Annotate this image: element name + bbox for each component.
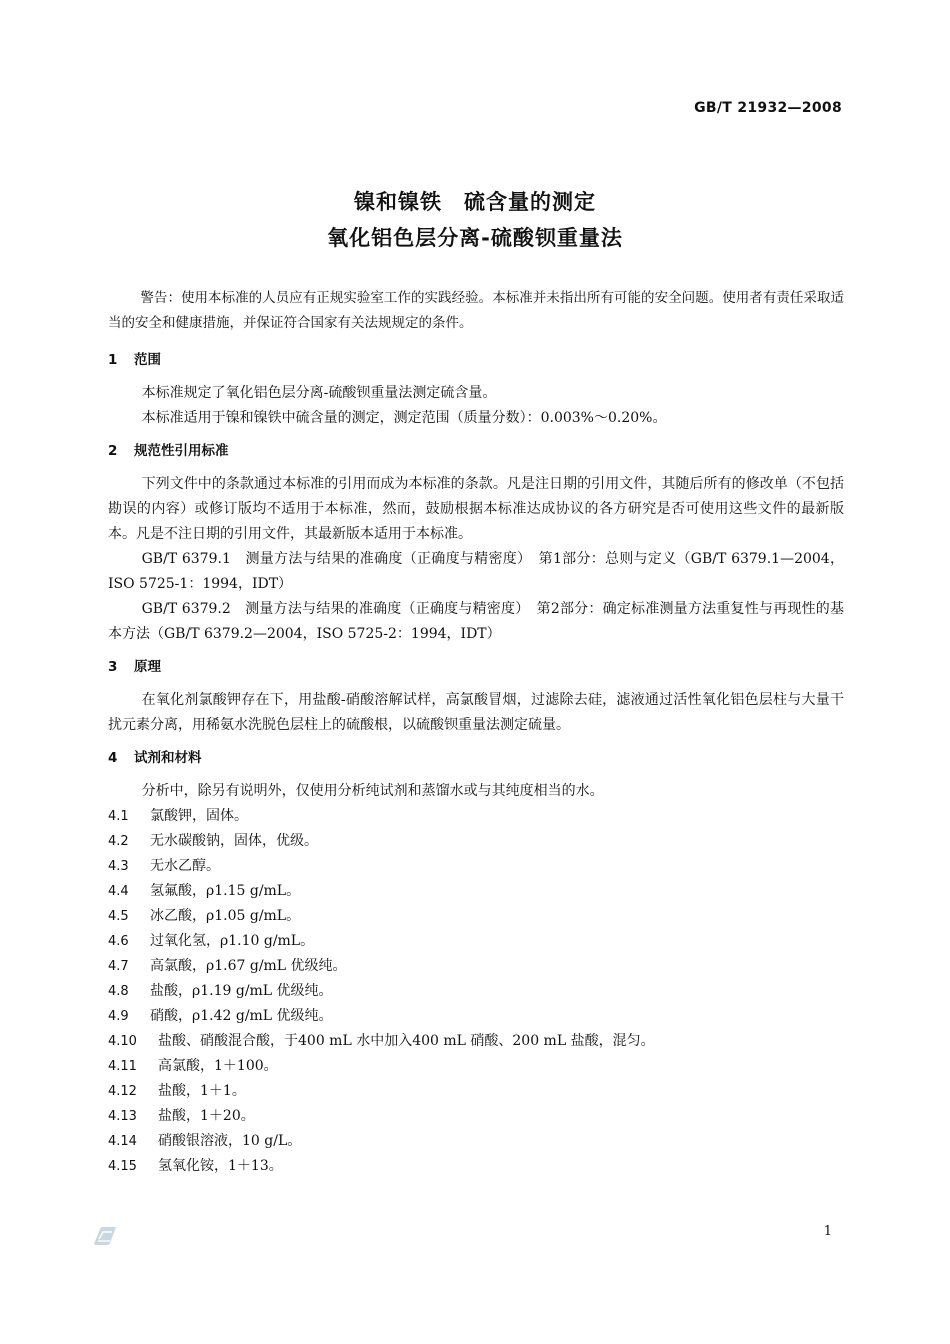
item-number: 4.14 <box>108 1134 137 1149</box>
item-text: 盐酸，1＋1。 <box>158 1083 246 1099</box>
section-2-paragraph-1: 下列文件中的条款通过本标准的引用而成为本标准的条款。凡是注日期的引用文件，其随后所有的修改单（不包括勘误的内容）或修订版均不适用于本标准，然而，鼓励根据本标准达成协议的各方研究是否可使用这些文件的最新版本。凡是不注日期的引用文件，其最新版本适用于本标准。 <box>108 476 844 542</box>
list-item <box>108 1054 844 1079</box>
section-4-intro: 分析中，除另有说明外，仅使用分析纯试剂和蒸馏水或与其纯度相当的水。 <box>141 783 604 799</box>
reference-gbt-6379-1: GB/T 6379.1 测量方法与结果的准确度（正确度与精密度） 第1部分：总则与定义（GB/T 6379.1—2004，ISO 5725-1：1994，IDT） <box>108 551 844 592</box>
list-item <box>108 1129 844 1154</box>
document-title-line2: 氧化铝色层分离-硫酸钡重量法 <box>327 226 623 250</box>
item-number: 4.8 <box>108 984 129 999</box>
item-text: 高氯酸，1＋100。 <box>158 1058 278 1074</box>
section-3-paragraph-1: 在氧化剂氯酸钾存在下，用盐酸-硝酸溶解试样，高氯酸冒烟，过滤除去硅，滤液通过活性氧化铝色层柱与大量干扰元素分离，用稀氨水洗脱色层柱上的硫酸根，以硫酸钡重量法测定硫量。 <box>108 692 844 733</box>
reference-gbt-6379-2: GB/T 6379.2 测量方法与结果的准确度（正确度与精密度） 第2部分：确定标准测量方法重复性与再现性的基本方法（GB/T 6379.2—2004，ISO 5725-2：1994，IDT） <box>108 601 844 642</box>
document-title-line1: 镍和镍铁 硫含量的测定 <box>354 190 596 214</box>
item-number: 4.9 <box>108 1009 129 1024</box>
list-item <box>108 1029 844 1054</box>
item-text: 盐酸，1＋20。 <box>158 1108 255 1124</box>
item-text: 硝酸银溶液，10 g/L。 <box>158 1133 302 1149</box>
section-2-heading <box>108 439 844 464</box>
item-text: 盐酸、硝酸混合酸，于400 mL 水中加入400 mL 硝酸、200 mL 盐酸，混匀。 <box>158 1033 655 1049</box>
item-number: 4.4 <box>108 884 129 899</box>
list-item <box>108 1079 844 1104</box>
list-item <box>108 854 844 879</box>
section-1-paragraph-1: 本标准规定了氧化铝色层分离-硫酸钡重量法测定硫含量。 <box>141 385 497 401</box>
list-item <box>108 979 844 1004</box>
item-text: 氯酸钾，固体。 <box>150 808 248 824</box>
item-number: 4.11 <box>108 1059 137 1074</box>
list-item <box>108 904 844 929</box>
item-number: 4.13 <box>108 1109 137 1124</box>
item-number: 4.2 <box>108 834 129 849</box>
item-number: 4.12 <box>108 1084 137 1099</box>
section-title: 规范性引用标准 <box>134 443 229 459</box>
item-number: 4.5 <box>108 909 129 924</box>
list-item <box>108 879 844 904</box>
item-number: 4.3 <box>108 859 129 874</box>
item-text: 无水碳酸钠，固体，优级。 <box>150 833 318 849</box>
item-text: 高氯酸，ρ1.67 g/mL 优级纯。 <box>150 958 347 974</box>
item-text: 冰乙酸，ρ1.05 g/mL。 <box>150 908 301 924</box>
section-number: 2 <box>108 443 118 459</box>
section-4-heading <box>108 746 844 771</box>
section-1-paragraph-2: 本标准适用于镍和镍铁中硫含量的测定，测定范围（质量分数）：0.003%～0.20%。 <box>141 410 667 426</box>
section-number: 1 <box>108 352 118 368</box>
document-body <box>108 286 844 1179</box>
item-number: 4.7 <box>108 959 129 974</box>
section-title: 原理 <box>134 659 161 675</box>
section-1-heading <box>108 348 844 373</box>
list-item <box>108 1104 844 1129</box>
sac-logo-icon <box>92 1226 118 1246</box>
item-text: 氢氧化铵，1＋13。 <box>158 1158 283 1174</box>
item-text: 盐酸，ρ1.19 g/mL 优级纯。 <box>150 983 333 999</box>
section-3-heading <box>108 655 844 680</box>
list-item <box>108 1004 844 1029</box>
warning-paragraph: 警告：使用本标准的人员应有正规实验室工作的实践经验。本标准并未指出所有可能的安全问题。使用者有责任采取适当的安全和健康措施，并保证符合国家有关法规规定的条件。 <box>108 290 844 331</box>
item-text: 无水乙醇。 <box>150 858 220 874</box>
list-item <box>108 804 844 829</box>
item-text: 氢氟酸，ρ1.15 g/mL。 <box>150 883 301 899</box>
item-number: 4.10 <box>108 1034 137 1049</box>
list-item <box>108 929 844 954</box>
section-title: 范围 <box>134 352 161 368</box>
standard-code: GB/T 21932—2008 <box>694 100 842 116</box>
section-title: 试剂和材料 <box>134 750 202 766</box>
item-number: 4.15 <box>108 1159 137 1174</box>
item-text: 硝酸，ρ1.42 g/mL 优级纯。 <box>150 1008 333 1024</box>
section-number: 3 <box>108 659 118 675</box>
page-number: 1 <box>823 1224 832 1239</box>
list-item <box>108 954 844 979</box>
item-number: 4.1 <box>108 809 129 824</box>
list-item <box>108 1154 844 1179</box>
section-number: 4 <box>108 750 118 766</box>
list-item <box>108 829 844 854</box>
item-text: 过氧化氢，ρ1.10 g/mL。 <box>150 933 315 949</box>
item-number: 4.6 <box>108 934 129 949</box>
